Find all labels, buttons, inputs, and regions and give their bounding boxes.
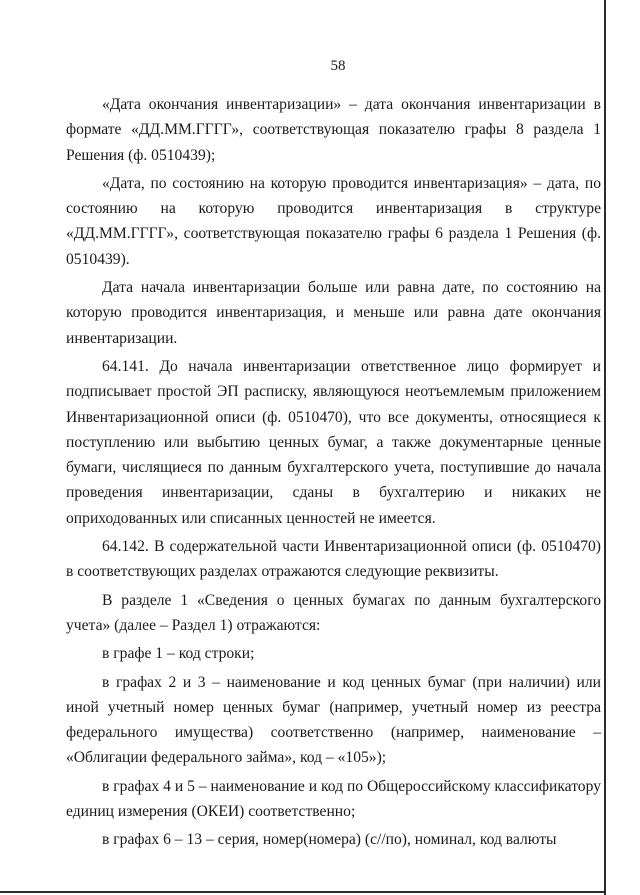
- page-edge-right: [604, 0, 606, 895]
- paragraph-reference-date: «Дата, по состоянию на которую проводится инвентаризация» – дата, по состоянию на которую проводится инвентаризация в структуре «ДД.ММ.ГГГГ», соответствующая показателю графы 6 раздела 1 Решения (ф. 0510439).: [66, 174, 601, 268]
- paragraph-column-1: в графе 1 – код строки;: [102, 645, 255, 663]
- paragraph-end-date: «Дата окончания инвентаризации» – дата окончания инвентаризации в формате «ДД.ММ.ГГГГ», соответствующая показателю графы 8 раздела 1 Решения (ф. 0510439);: [66, 96, 601, 164]
- paragraph-columns-2-3: в графах 2 и 3 – наименование и код ценных бумаг (при наличии) или иной учетный номер ценных бумаг (например, учетный номер из реестра федерального имущества) соответственно (например, наименование – «Облигации федерального займа», код – «105»);: [66, 673, 601, 767]
- page-edge-bottom: [0, 891, 606, 893]
- paragraph-columns-4-5: в графах 4 и 5 – наименование и код по Общероссийскому классификатору единиц измерения (ОКЕИ) соответственно;: [66, 777, 601, 821]
- paragraph-section-1: В разделе 1 «Сведения о ценных бумагах по данным бухгалтерского учета» (далее – Раздел 1) отражаются:: [66, 591, 601, 634]
- page-number: 58: [330, 58, 346, 74]
- paragraph-date-rule: Дата начала инвентаризации больше или равна дате, по состоянию на которую проводится инвентаризация, и меньше или равна дате окончания инвентаризации.: [66, 279, 601, 347]
- paragraph-columns-6-13: в графах 6 – 13 – серия, номер(номера) (с//по), номинал, код валюты: [102, 831, 557, 849]
- paragraph-64-142: 64.142. В содержательной части Инвентаризационной описи (ф. 0510470) в соответствующих разделах отражаются следующие реквизиты.: [66, 538, 601, 581]
- document-body: [66, 92, 601, 856]
- paragraph-64-141: 64.141. До начала инвентаризации ответственное лицо формирует и подписывает простой ЭП расписку, являющуюся неотъемлемым приложением Инвентаризационной описи (ф. 0510470), что все документы, относящиеся к поступлению или выбытию ценных бумаг, а также документарные ценные бумаги, числящиеся по данным бухгалтерского учета, поступившие до начала проведения инвентаризации, сданы в бухгалтерию и никаких не оприходованных или списанных ценностей не имеется.: [66, 357, 601, 527]
